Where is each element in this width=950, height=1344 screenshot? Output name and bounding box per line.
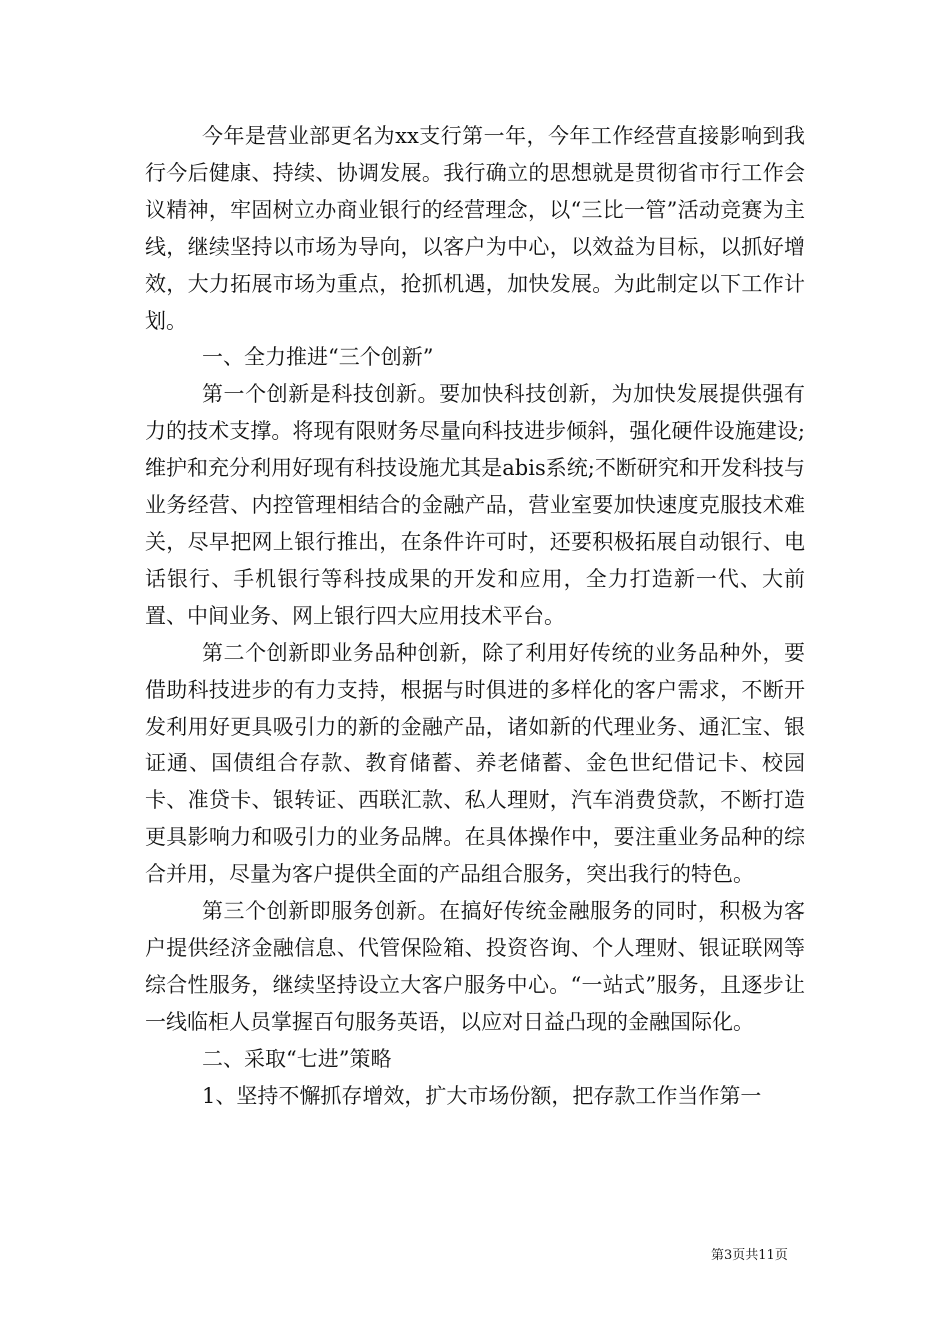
section-heading-two: 二、采取“七进”策略 (202, 1046, 392, 1071)
strategy-item-1: 1、坚持不懈抓存增效，扩大市场份额，把存款工作当作第一 (202, 1083, 762, 1108)
page-number-footer: 第3页共11页 (711, 1248, 788, 1263)
product-innovation-paragraph: 第二个创新即业务品种创新，除了利用好传统的业务品种外，要借助科技进步的有力支持，根据与时俱进的多样化的客户需求，不断开发利用好更具吸引力的新的金融产品，诸如新的代理业务、通汇宝、银证通、国债组合存款、教育储蓄、养老储蓄、金色世纪借记卡、校园卡、准贷卡、银转证、西联汇款、私人理财，汽车消费贷款，不断打造更具影响力和吸引力的业务品牌。在具体操作中，要注重业务品种的综合并用，尽量为客户提供全面的产品组合服务，突出我行的特色。 (145, 640, 805, 887)
intro-paragraph: 今年是营业部更名为xx支行第一年，今年工作经营直接影响到我行今后健康、持续、协调发展。我行确立的思想就是贯彻省市行工作会议精神，牢固树立办商业银行的经营理念，以“三比一管”活动竞赛为主线，继续坚持以市场为导向，以客户为中心，以效益为目标，以抓好增效，大力拓展市场为重点，抢抓机遇，加快发展。为此制定以下工作计划。 (145, 124, 805, 333)
section-heading-one: 一、全力推进“三个创新” (202, 345, 434, 370)
document-body (145, 118, 805, 1114)
tech-innovation-paragraph: 第一个创新是科技创新。要加快科技创新，为加快发展提供强有力的技术支撑。将现有限财务尽量向科技进步倾斜，强化硬件设施建设;维护和充分利用好现有科技设施尤其是abis系统;不断研究和开发科技与业务经营、内控管理相结合的金融产品，营业室要加快速度克服技术难关，尽早把网上银行推出，在条件许可时，还要积极拓展自动银行、电话银行、手机银行等科技成果的开发和应用，全力打造新一代、大前置、中间业务、网上银行四大应用技术平台。 (145, 382, 805, 628)
service-innovation-paragraph: 第三个创新即服务创新。在搞好传统金融服务的同时，积极为客户提供经济金融信息、代管保险箱、投资咨询、个人理财、银证联网等综合性服务，继续坚持设立大客户服务中心。“一站式”服务，且逐步让一线临柜人员掌握百句服务英语，以应对日益凸现的金融国际化。 (145, 899, 805, 1034)
